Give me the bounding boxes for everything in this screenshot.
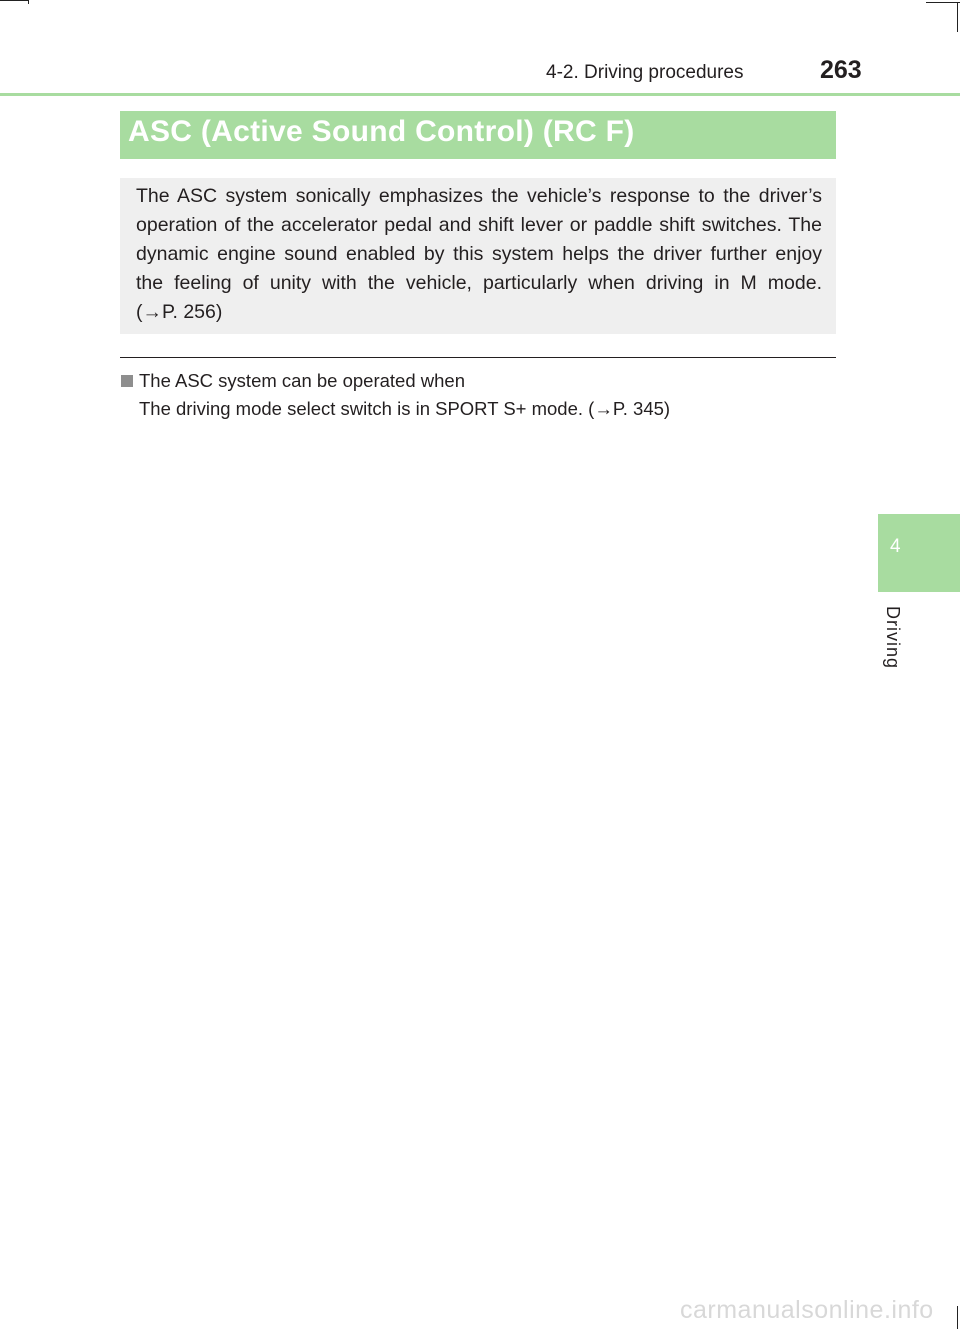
crop-mark-top-left [0, 0, 28, 1]
page-title: ASC (Active Sound Control) (RC F) [128, 115, 635, 148]
crop-mark-bottom-right-vertical [957, 1306, 958, 1329]
intro-page-reference: (→P. 256) [136, 301, 223, 323]
header-section-title: 4-2. Driving procedures [546, 62, 744, 83]
intro-line: dynamic engine sound enabled by this system helps the driver further enjoy [136, 243, 822, 265]
note-body: The driving mode select switch is in SPORT S+ mode. (→P. 345) [139, 398, 671, 419]
title-band [120, 111, 836, 159]
page-number: 263 [820, 56, 862, 84]
intro-line: The ASC system sonically emphasizes the vehicle’s response to the driver’s [136, 185, 822, 207]
section-divider [120, 357, 836, 358]
intro-box [120, 178, 836, 334]
note-heading [121, 370, 465, 392]
intro-line: operation of the accelerator pedal and shift lever or paddle shift switches. The [136, 214, 822, 236]
header-rule [0, 93, 960, 96]
note-heading-text: The ASC system can be operated when [139, 370, 465, 391]
intro-line: the feeling of unity with the vehicle, particularly when driving in M mode. [136, 272, 822, 294]
square-bullet-icon [121, 375, 133, 387]
chapter-label: Driving [883, 606, 903, 670]
crop-mark-top-right [926, 2, 960, 3]
chapter-number: 4 [890, 536, 901, 557]
watermark: carmanualsonline.info [680, 1296, 934, 1324]
crop-mark-top-right-vertical [957, 2, 958, 32]
chapter-tab [878, 514, 960, 592]
crop-mark-top-left-vertical [28, 0, 29, 4]
